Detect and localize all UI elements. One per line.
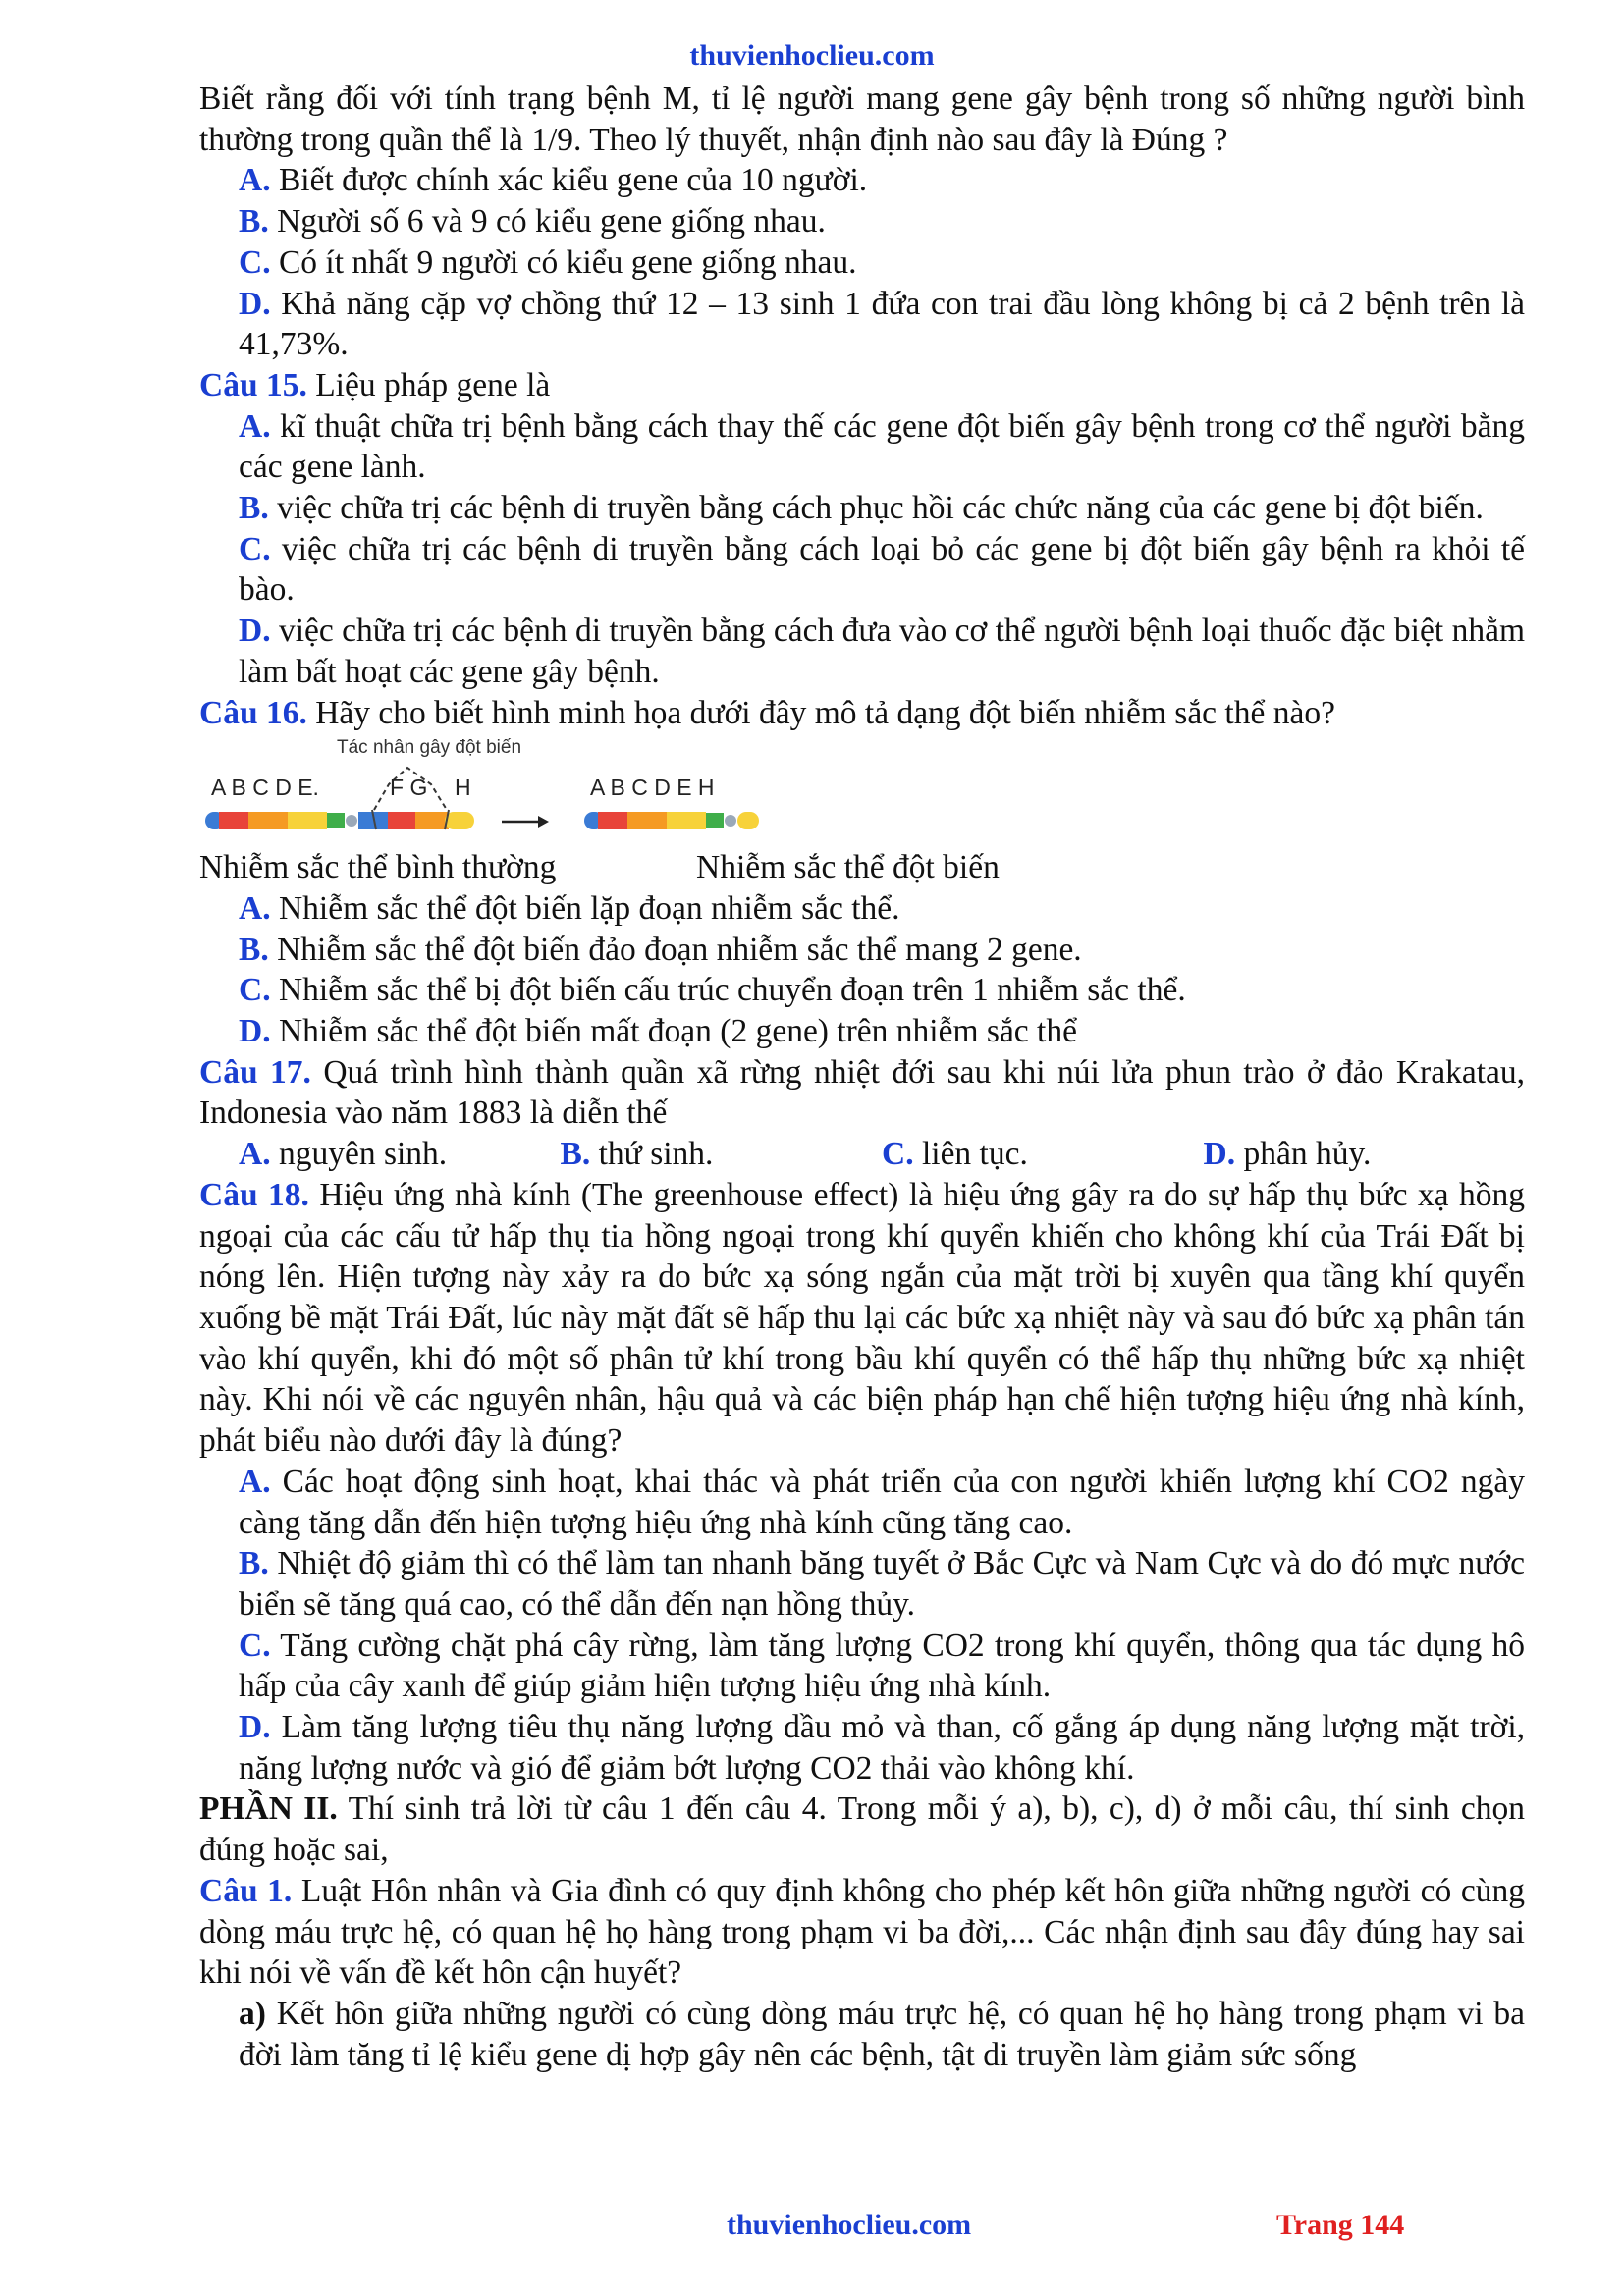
p2q1-item-a: a) Kết hôn giữa những người có cùng dòng máu trực hệ, có quan hệ họ hàng trong phạm vi ba đời làm tăng tỉ lệ kiểu gene dị hợp gây nên các bệnh, tật di truyền làm giảm sức sống	[239, 1995, 1525, 2073]
q17-option-c: C. liên tục.	[882, 1136, 1028, 1173]
q15-option-c: C. việc chữa trị các bệnh di truyền bằng cách loại bỏ các gene bị đột biến gây bệnh ra khỏi tế bào.	[239, 530, 1526, 609]
p2q1-stem: Câu 1. Luật Hôn nhân và Gia đình có quy định không cho phép kết hôn giữa những người có cùng dòng máu trực hệ, có quan hệ họ hàng trong phạm vi ba đời,... Các nhận định sau đây đúng hay sai khi nói về vấn đề kết hôn cận huyết?	[199, 1872, 1526, 1992]
q16-option-b: B. Nhiễm sắc thể đột biến đảo đoạn nhiễm sắc thể mang 2 gene.	[239, 931, 1082, 968]
normal-chromosome	[205, 810, 474, 829]
page-number: Trang 144	[1276, 2209, 1405, 2241]
q18-option-a: A. Các hoạt động sinh hoạt, khai thác và phát triển của con người khiến lượng khí CO2 ngày càng tăng dẫn đến hiện tượng hiệu ứng nhà kính cũng tăng cao.	[239, 1463, 1525, 1541]
q14-option-c: C. Có ít nhất 9 người có kiểu gene giống nhau.	[239, 243, 857, 281]
footer-site: thuvienhoclieu.com	[727, 2209, 972, 2241]
q14-option-a: A. Biết được chính xác kiểu gene của 10 người.	[239, 162, 868, 199]
q17-stem: Câu 17. Quá trình hình thành quần xã rừng nhiệt đới sau khi núi lửa phun trào ở đảo Krakatau, Indonesia vào năm 1883 là diễn thế	[199, 1053, 1526, 1132]
figure-captions	[199, 847, 1525, 888]
part2-heading: PHẦN II. Thí sinh trả lời từ câu 1 đến câu 4. Trong mỗi ý a), b), c), d) ở mỗi câu, thí sinh chọn đúng hoặc sai,	[199, 1790, 1525, 1869]
q15-option-d: D. việc chữa trị các bệnh di truyền bằng cách đưa vào cơ thể người bệnh loại thuốc đặc biệt nhằm làm bất hoạt các gene gây bệnh.	[239, 613, 1525, 690]
q18-option-d: D. Làm tăng lượng tiêu thụ năng lượng dầu mỏ và than, cố gắng áp dụng năng lượng mặt trời, năng lượng nước và gió để giảm bớt lượng CO2 thải vào không khí.	[239, 1709, 1526, 1787]
q14-stem: Biết rằng đối với tính trạng bệnh M, tỉ lệ người mang gene gây bệnh trong số những người bình thường trong quần thể là 1/9. Theo lý thuyết, nhận định nào sau đây là Đúng ?	[199, 80, 1525, 158]
caption-normal: Nhiễm sắc thể bình thường	[199, 849, 557, 886]
chromosome-figure	[199, 733, 1525, 847]
q15-option-a: A. kĩ thuật chữa trị bệnh bằng cách thay thế các gene đột biến gây bệnh trong cơ thể người bằng các gene lành.	[239, 407, 1525, 486]
q17-option-b: B. thứ sinh.	[560, 1136, 714, 1173]
normal-gene-end: H	[455, 774, 471, 801]
mutant-chromosome	[584, 812, 759, 829]
q16-option-c: C. Nhiễm sắc thể bị đột biến cấu trúc chuyển đoạn trên 1 nhiễm sắc thể.	[239, 972, 1186, 1009]
q15-stem: Câu 15. Liệu pháp gene là	[199, 366, 551, 403]
caption-mutant: Nhiễm sắc thể đột biến	[696, 849, 1000, 886]
q18-stem: Câu 18. Hiệu ứng nhà kính (The greenhouse effect) là hiệu ứng gây ra do sự hấp thụ bức xạ hồng ngoại của các cấu tử hấp thụ tia hồng ngoại trong khí quyển khiến cho không khí của Trái Đất bị nóng lên. Hiện tượng này xảy ra do bức xạ sóng ngắn của mặt trời bị xuyên qua tầng khí quyển xuống bề mặt Trái Đất, lúc này mặt đất sẽ hấp thu lại các bức xạ nhiệt này và sau đó bức xạ phân tán vào khí quyển, khi đó một số phân tử khí trong bầu khí quyển có thể hấp thụ những bức xạ nhiệt này. Khi nói về các nguyên nhân, hậu quả và các biện pháp hạn chế hiện tượng hiệu ứng nhà kính, phát biểu nào dưới đây là đúng?	[199, 1176, 1526, 1460]
arrow-icon	[502, 816, 549, 828]
mutagen-label: Tác nhân gây đột biến	[337, 737, 522, 759]
q17-option-a: A. nguyên sinh.	[239, 1136, 448, 1173]
normal-genes-left: A B C D E.	[211, 774, 319, 801]
q14-option-b: B. Người số 6 và 9 có kiểu gene giống nhau.	[239, 203, 826, 240]
q17-options	[199, 1134, 1525, 1175]
q16-option-a: A. Nhiễm sắc thể đột biến lặp đoạn nhiễm sắc thể.	[239, 889, 900, 927]
q17-option-d: D. phân hủy.	[1203, 1136, 1372, 1173]
q18-option-b: B. Nhiệt độ giảm thì có thể làm tan nhanh băng tuyết ở Bắc Cực và Nam Cực và do đó mực nước biển sẽ tăng quá cao, có thể dẫn đến nạn hồng thủy.	[239, 1545, 1526, 1623]
q14-option-d: D. Khả năng cặp vợ chồng thứ 12 – 13 sinh 1 đứa con trai đầu lòng không bị cả 2 bệnh trên là 41,73%.	[239, 285, 1525, 363]
page-content	[199, 79, 1525, 2075]
q18-option-c: C. Tăng cường chặt phá cây rừng, làm tăng lượng CO2 trong khí quyển, thông qua tác dụng hô hấp của cây xanh để giúp giảm hiện tượng hiệu ứng nhà kính.	[239, 1627, 1525, 1705]
q16-stem: Câu 16. Hãy cho biết hình minh họa dưới đây mô tả dạng đột biến nhiễm sắc thể nào?	[199, 694, 1335, 731]
q15-option-b: B. việc chữa trị các bệnh di truyền bằng cách phục hồi các chức năng của các gene bị đột biến.	[239, 490, 1484, 527]
normal-genes-mid: F G	[390, 774, 428, 801]
q16-option-d: D. Nhiễm sắc thể đột biến mất đoạn (2 gene) trên nhiễm sắc thể	[239, 1013, 1077, 1050]
mutant-genes: A B C D E H	[590, 774, 715, 801]
header-site: thuvienhoclieu.com	[689, 39, 935, 72]
chromosome-diagram	[199, 733, 808, 847]
